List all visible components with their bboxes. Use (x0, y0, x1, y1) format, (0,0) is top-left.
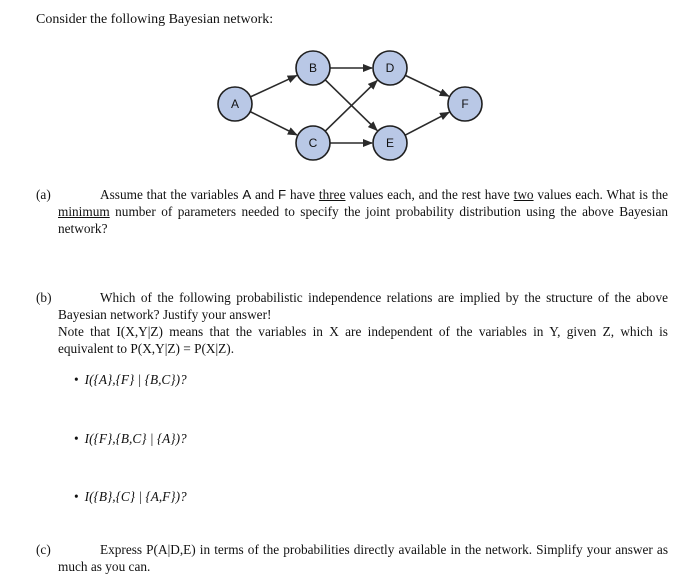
intro-text: Consider the following Bayesian network: (36, 12, 274, 27)
edge-e-f (405, 112, 449, 135)
part-a-letter: (a) (36, 187, 51, 202)
part-c (36, 541, 668, 575)
node-label: E (385, 136, 395, 150)
part-a (36, 186, 668, 237)
node-b (296, 51, 330, 85)
node-a (218, 87, 252, 121)
node-d (373, 51, 407, 85)
node-label: B (308, 61, 318, 75)
edge-a-c (250, 112, 297, 135)
bayesian-network-diagram (0, 0, 696, 180)
part-c-letter: (c) (36, 542, 51, 557)
edge-a-b (250, 76, 296, 97)
node-f (448, 87, 482, 121)
bullet-item: • I({F},{B,C} | {A})? (74, 431, 187, 446)
part-b (36, 289, 668, 357)
part-b-note: Note that I(X,Y|Z) means that the variables in X are independent of the variables in Y, given Z, which is equivalent to P(X,Y|Z) = P(X|Z). (58, 324, 668, 356)
node-label: D (385, 61, 395, 75)
node-e (373, 126, 407, 160)
node-label: F (461, 97, 469, 111)
node-label: C (308, 136, 318, 150)
part-b-letter: (b) (36, 290, 52, 305)
part-b-question: Which of the following probabilistic independence relations are implied by the structure of the above Bayesian network? Justify your answer! (58, 290, 668, 322)
edge-d-f (405, 75, 448, 96)
node-c (296, 126, 330, 160)
part-a-text: Assume that the variables A and F have three values each, and the rest have two values each. What is the minimum number of parameters needed to specify the joint probability distribution using the above Bayesian network? (58, 187, 668, 236)
bullet-item: • I({A},{F} | {B,C})? (74, 372, 187, 387)
bullet-item: • I({B},{C} | {A,F})? (74, 489, 187, 504)
node-label: A (230, 97, 240, 111)
part-c-text: Express P(A|D,E) in terms of the probabilities directly available in the network. Simplify your answer as much as you can. (58, 542, 668, 574)
